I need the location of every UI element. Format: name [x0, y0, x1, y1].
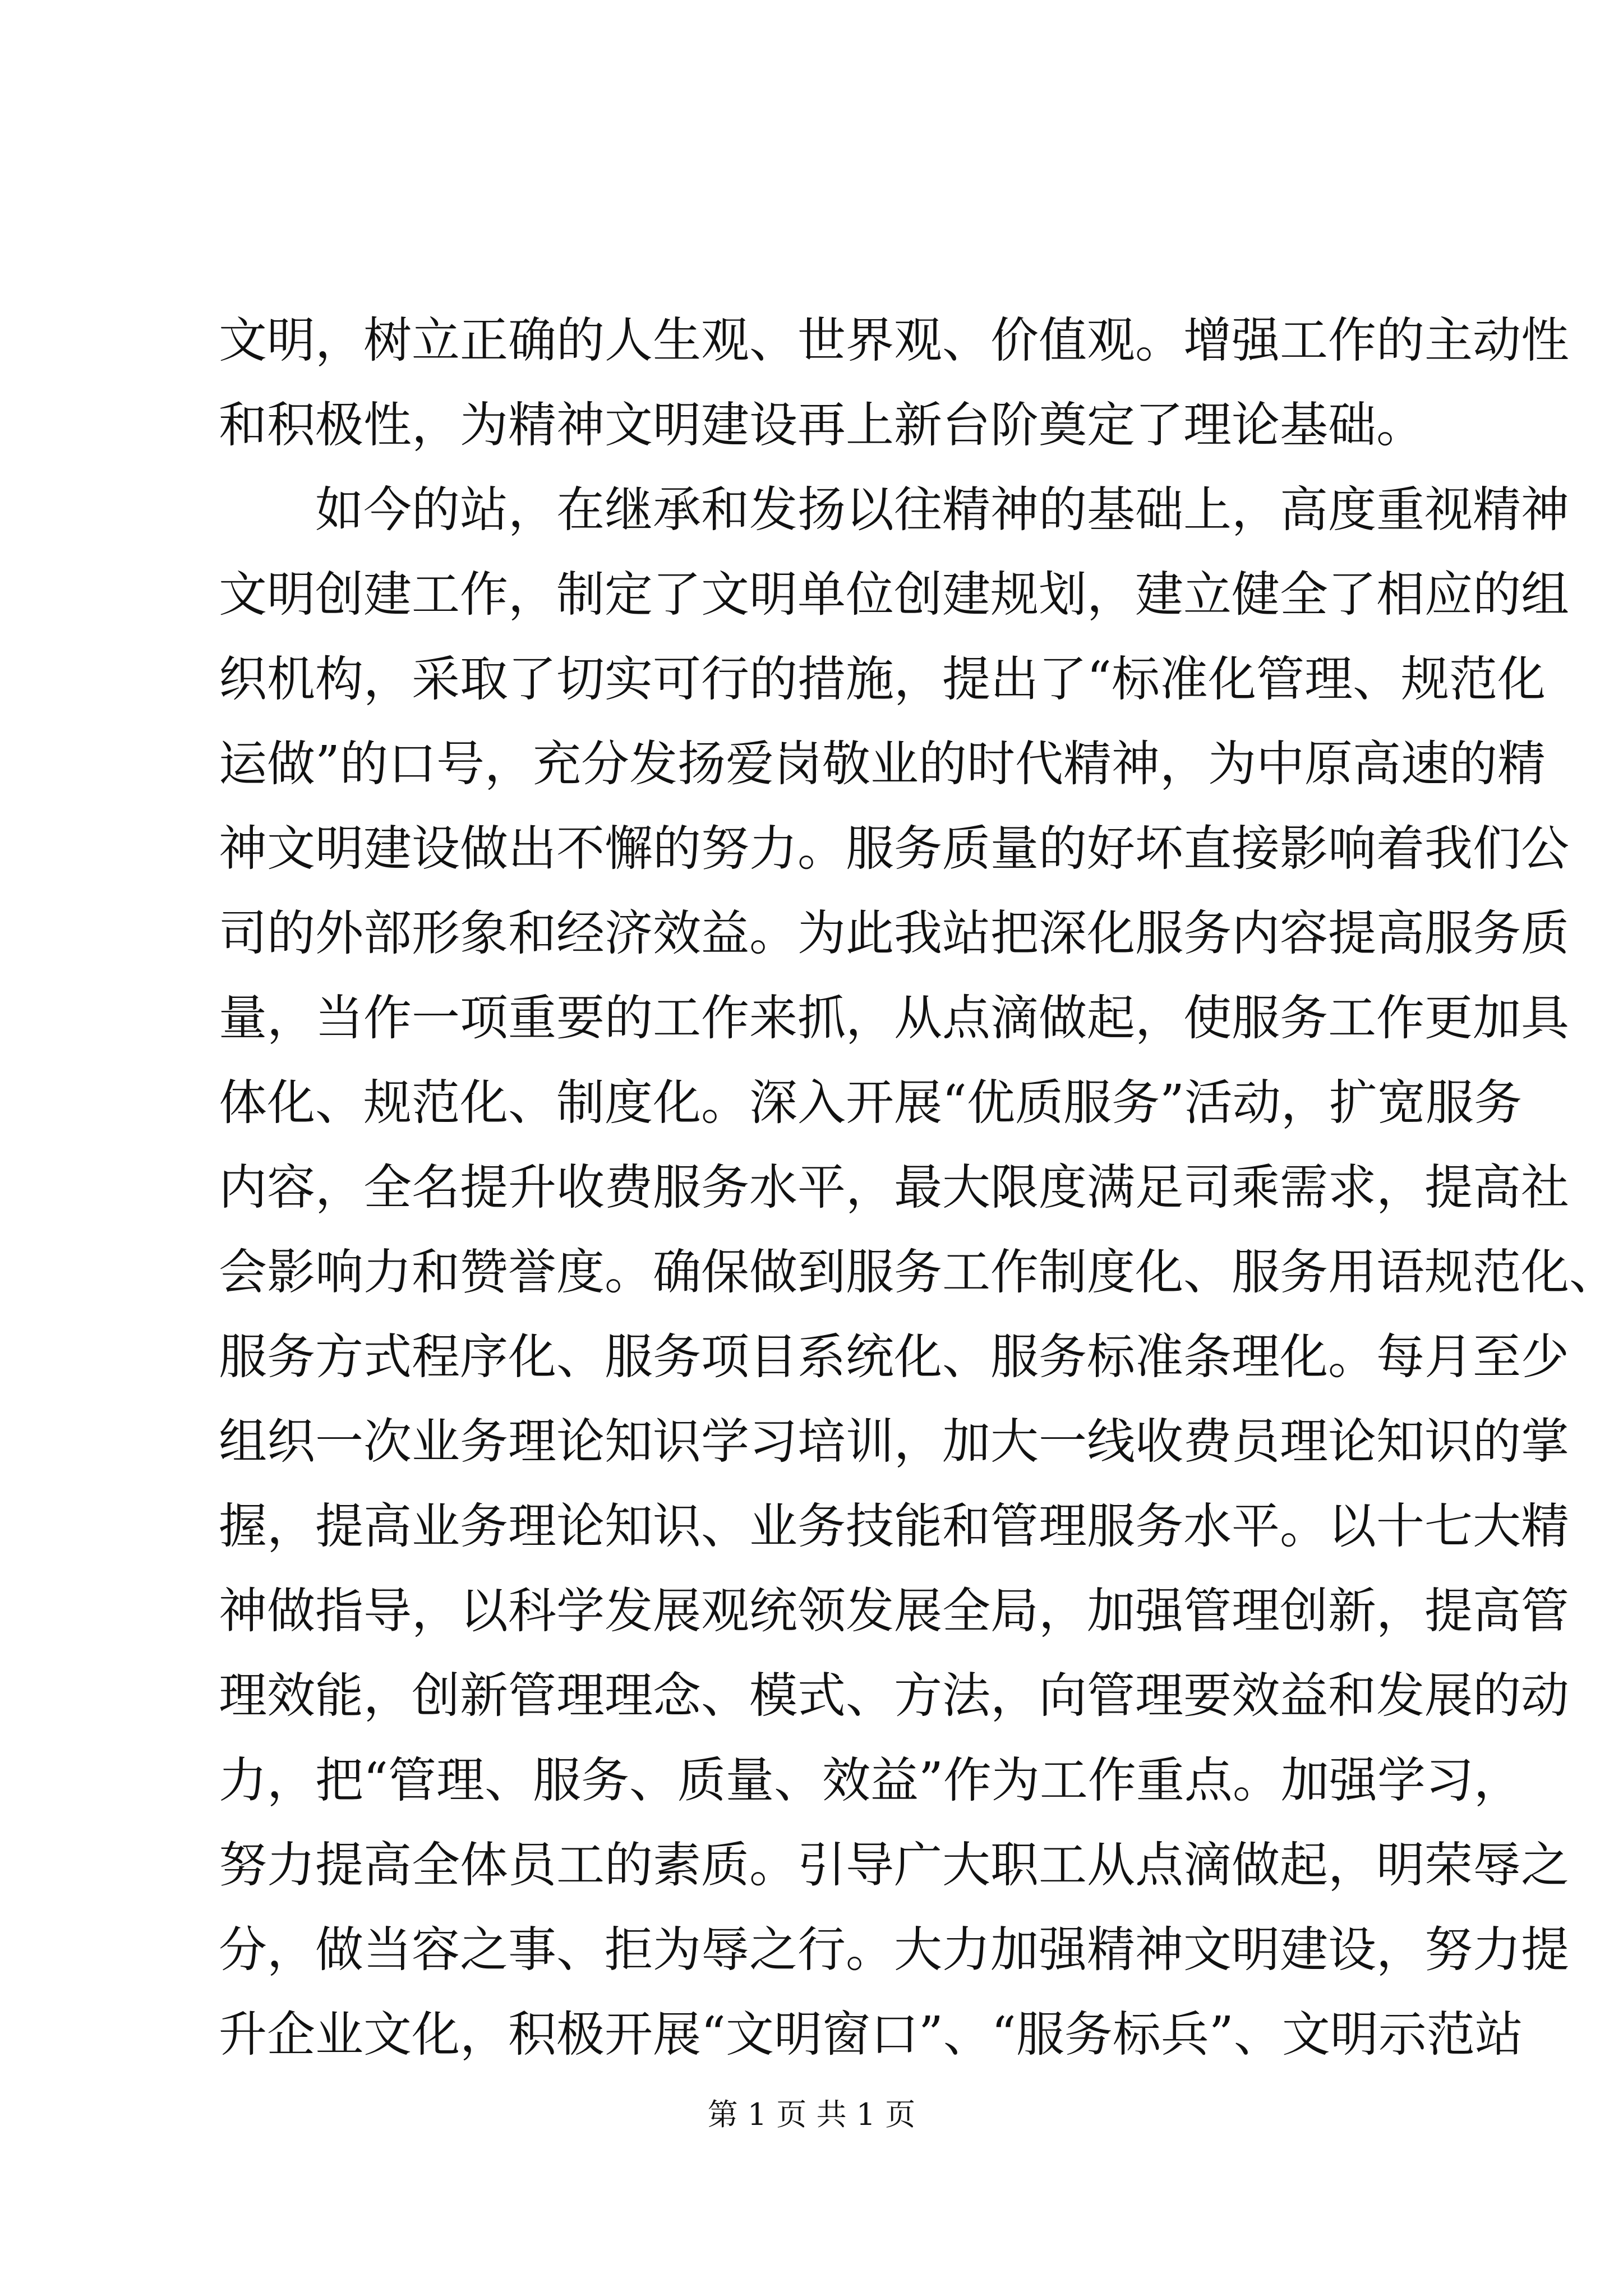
body-text	[219, 298, 1617, 2077]
text-line: 织机构，采取了切实可行的措施，提出了“标准化管理、规范化	[219, 651, 1546, 707]
text-line: 如今的站，在继承和发扬以往精神的基础上，高度重视精神	[219, 482, 1569, 538]
text-line: 分，做当容之事、拒为辱之行。大力加强精神文明建设，努力提	[219, 1922, 1569, 1978]
text-line: 服务方式程序化、服务项目系统化、服务标准条理化。每月至少	[219, 1329, 1569, 1385]
text-line: 运做”的口号，充分发扬爱岗敬业的时代精神，为中原高速的精	[219, 736, 1546, 792]
text-line: 文明，树立正确的人生观、世界观、价值观。增强工作的主动性	[219, 312, 1569, 369]
text-line: 神文明建设做出不懈的努力。服务质量的好坏直接影响着我们公	[219, 821, 1569, 877]
text-line: 会影响力和赞誉度。确保做到服务工作制度化、服务用语规范化、	[219, 1244, 1617, 1300]
text-line: 努力提高全体员工的素质。引导广大职工从点滴做起，明荣辱之	[219, 1837, 1569, 1893]
text-line: 理效能，创新管理理念、模式、方法，向管理要效益和发展的动	[219, 1668, 1569, 1724]
text-line: 内容，全名提升收费服务水平，最大限度满足司乘需求，提高社	[219, 1159, 1569, 1216]
text-line: 神做指导，以科学发展观统领发展全局，加强管理创新，提高管	[219, 1583, 1569, 1639]
text-line: 体化、规范化、制度化。深入开展“优质服务”活动，扩宽服务	[219, 1075, 1522, 1131]
page-footer: 第 1 页 共 1 页	[707, 2097, 916, 2132]
text-line: 文明创建工作，制定了文明单位创建规划，建立健全了相应的组	[219, 567, 1569, 623]
text-line: 和积极性，为精神文明建设再上新台阶奠定了理论基础。	[219, 397, 1424, 453]
text-line: 升企业文化，积极开展“文明窗口”、“服务标兵”、文明示范站	[219, 2007, 1523, 2063]
text-line: 量，当作一项重要的工作来抓，从点滴做起，使服务工作更加具	[219, 990, 1569, 1046]
text-line: 握，提高业务理论知识、业务技能和管理服务水平。以十七大精	[219, 1498, 1569, 1554]
text-line: 力，把“管理、服务、质量、效益”作为工作重点。加强学习，	[219, 1752, 1522, 1809]
text-line: 组织一次业务理论知识学习培训，加大一线收费员理论知识的掌	[219, 1414, 1569, 1470]
text-line: 司的外部形象和经济效益。为此我站把深化服务内容提高服务质	[219, 905, 1569, 961]
